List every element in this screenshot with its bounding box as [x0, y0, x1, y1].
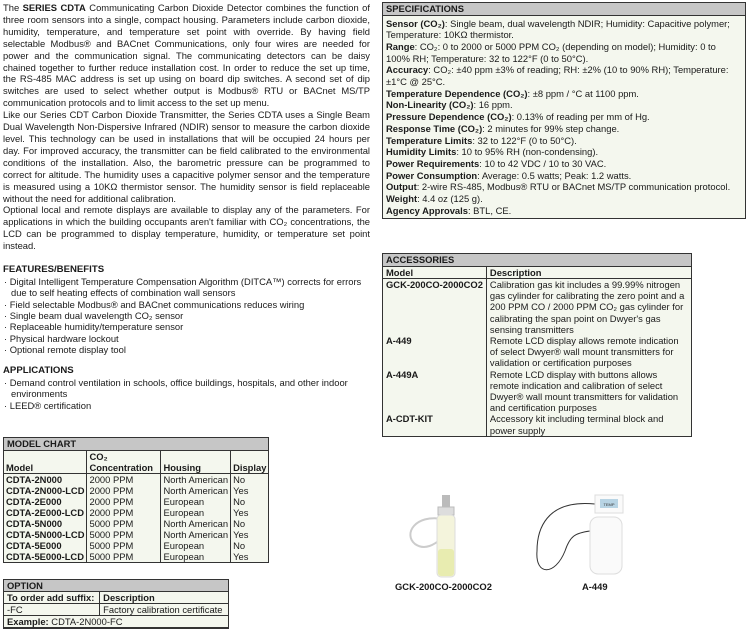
model-cell: No — [231, 518, 269, 529]
spec-item — [386, 99, 742, 111]
spec-value: : 2 minutes for 99% step change. — [482, 123, 619, 134]
model-cell: Yes — [231, 551, 269, 562]
spec-label: Temperature Dependence (CO₂) — [386, 88, 528, 99]
model-cell: European — [161, 540, 231, 551]
spec-value: : 0.13% of reading per mm of Hg. — [512, 111, 650, 122]
model-row — [4, 507, 269, 518]
model-row — [4, 551, 269, 562]
feature-item: · Field selectable Modbus® and BACnet communications reduces wiring — [3, 299, 370, 310]
col-model: Model — [383, 266, 487, 278]
col-suffix: To order add suffix: — [4, 592, 100, 604]
gas-kit-caption: GCK-200CO-2000CO2 — [395, 581, 492, 592]
spec-value: : 32 to 122°F (0 to 50°C). — [472, 135, 576, 146]
accessory-description: Calibration gas kit includes a 99.99% nitrogen gas cylinder for calibrating the zero point and a 200 PPM CO / 2000 PPM CO₂ gas cylinder for calibrating the span point on Dwyer's gas sensing transmitters — [486, 278, 691, 335]
model-chart-header: Model — [4, 450, 87, 473]
applications-title: APPLICATIONS — [3, 365, 370, 377]
spec-value: : ±8 ppm / °C at 1100 ppm. — [528, 88, 639, 99]
accessory-model: A-449 — [383, 335, 487, 369]
spec-item — [386, 88, 742, 100]
display-caption: A-449 — [582, 581, 608, 592]
model-row — [4, 485, 269, 496]
accessory-description: Remote LCD display allows remote indication of select Dwyer® wall mount transmitters for validation or certification purposes — [486, 335, 691, 369]
spec-value: : Single beam, dual wavelength NDIR; Humidity: Capacitive polymer; Temperature: 10KΩ thermistor. — [386, 18, 730, 41]
spec-item — [386, 193, 742, 205]
spec-value: : CO₂: 0 to 2000 or 5000 PPM CO₂ (depending on model); Humidity: 0 to 100% RH; Temperature: 32 to 122°F (0 to 50°C). — [386, 41, 716, 64]
feature-item: · Replaceable humidity/temperature sensor — [3, 321, 370, 332]
example-label: Example: — [7, 616, 49, 627]
model-cell: CDTA-2E000-LCD — [4, 507, 87, 518]
model-cell: CDTA-5E000-LCD — [4, 551, 87, 562]
specifications-box — [382, 2, 746, 219]
intro-paragraph-1 — [3, 2, 370, 109]
features-section — [3, 264, 370, 411]
example-value: CDTA-2N000-FC — [49, 616, 123, 627]
spec-label: Agency Approvals — [386, 205, 468, 216]
spec-item — [386, 111, 742, 123]
model-cell: European — [161, 496, 231, 507]
model-row — [4, 529, 269, 540]
spec-item — [386, 123, 742, 135]
spec-item — [386, 64, 742, 87]
applications-list — [3, 377, 370, 411]
model-cell: 2000 PPM — [87, 473, 161, 485]
spec-label: Range — [386, 41, 415, 52]
accessory-row — [383, 278, 692, 335]
spec-value: : 16 ppm. — [474, 99, 513, 110]
accessory-description: Accessory kit including terminal block and power supply — [486, 413, 691, 435]
spec-label: Humidity Limits — [386, 146, 456, 157]
accessory-description: Remote LCD display with buttons allows remote indication and calibration of select Dwyer® wall mount transmitters for validation and certification purposes — [486, 369, 691, 414]
intro-text — [3, 2, 370, 252]
model-chart-table — [3, 437, 269, 563]
accessory-model: A-449A — [383, 369, 487, 414]
spec-item — [386, 41, 742, 64]
model-row — [4, 540, 269, 551]
col-description: Description — [100, 592, 229, 604]
feature-item: · Physical hardware lockout — [3, 333, 370, 344]
display-readout: TEMP — [603, 502, 614, 507]
model-row — [4, 496, 269, 507]
spec-label: Accuracy — [386, 64, 428, 75]
features-list — [3, 276, 370, 355]
model-cell: CDTA-2N000 — [4, 473, 87, 485]
model-cell: North American — [161, 518, 231, 529]
model-cell: 5000 PPM — [87, 551, 161, 562]
gas-kit-image — [405, 489, 485, 579]
model-chart-header: Display — [231, 450, 269, 473]
model-cell: No — [231, 473, 269, 485]
series-name: SERIES CDTA — [23, 2, 86, 13]
application-item: · LEED® certification — [3, 400, 370, 411]
spec-item — [386, 158, 742, 170]
spec-value: : Average: 0.5 watts; Peak: 1.2 watts. — [477, 170, 631, 181]
accessories-title: ACCESSORIES — [383, 254, 691, 267]
specifications-title: SPECIFICATIONS — [383, 3, 745, 16]
spec-value: : CO₂: ±40 ppm ±3% of reading; RH: ±2% (10 to 90% RH); Temperature: ±1°C @ 25°C. — [386, 64, 729, 87]
model-chart-header: CO₂ Concentration — [87, 450, 161, 473]
model-cell: 5000 PPM — [87, 529, 161, 540]
option-example — [4, 616, 229, 628]
accessory-row — [383, 335, 692, 369]
spec-value: : 10 to 95% RH (non-condensing). — [456, 146, 598, 157]
spec-item — [386, 135, 742, 147]
spec-label: Weight — [386, 193, 417, 204]
spec-label: Power Requirements — [386, 158, 479, 169]
model-cell: Yes — [231, 529, 269, 540]
model-cell: North American — [161, 473, 231, 485]
model-cell: 5000 PPM — [87, 540, 161, 551]
intro-paragraph-2: Like our Series CDT Carbon Dioxide Transmitter, the Series CDTA uses a Single Beam Dual Wavelength Non-Dispersive Infrared (NDIR) sensor to measure the carbon dioxide level. This technology can be used in installations that will be occupied 24 hours per day. For improved accuracy, the transmitter can be field calibrated to the environmental conditions of the installation. Also, the barometric pressure can be programmed to correct for altitude. The humidity uses a capacitive polymer sensor and the temperature is measured using a 10KΩ thermistor sensor. The humidity sensor is field replaceable without the need for additional calibration. — [3, 109, 370, 204]
model-cell: Yes — [231, 507, 269, 518]
model-cell: European — [161, 551, 231, 562]
model-cell: No — [231, 496, 269, 507]
accessories-table — [382, 253, 692, 436]
spec-item — [386, 170, 742, 182]
left-column — [3, 2, 370, 629]
model-cell: CDTA-5E000 — [4, 540, 87, 551]
spec-item — [386, 18, 742, 41]
spec-label: Power Consumption — [386, 170, 477, 181]
model-cell: 5000 PPM — [87, 518, 161, 529]
model-cell: No — [231, 540, 269, 551]
spec-item — [386, 146, 742, 158]
spec-item — [386, 181, 742, 193]
accessory-row — [383, 413, 692, 435]
model-cell: North American — [161, 529, 231, 540]
accessory-images — [382, 489, 746, 599]
accessory-model: A-CDT-KIT — [383, 413, 487, 435]
option-description: Factory calibration certificate — [100, 604, 229, 616]
specifications-list — [383, 16, 745, 219]
option-title: OPTION — [4, 580, 228, 593]
accessory-row — [383, 369, 692, 414]
spec-value: : BTL, CE. — [468, 205, 511, 216]
model-cell: CDTA-5N000 — [4, 518, 87, 529]
model-cell: North American — [161, 485, 231, 496]
model-chart-title: MODEL CHART — [4, 438, 268, 451]
option-table — [3, 579, 229, 629]
col-description: Description — [486, 266, 691, 278]
model-row — [4, 473, 269, 485]
feature-item: · Single beam dual wavelength CO₂ sensor — [3, 310, 370, 321]
model-cell: Yes — [231, 485, 269, 496]
spec-label: Non-Linearity (CO₂) — [386, 99, 474, 110]
spec-label: Pressure Dependence (CO₂) — [386, 111, 512, 122]
spec-label: Response Time (CO₂) — [386, 123, 482, 134]
model-row — [4, 518, 269, 529]
features-title: FEATURES/BENEFITS — [3, 264, 370, 276]
intro-body: Communicating Carbon Dioxide Detector combines the function of three room sensors into a single, compact housing. Parameters include carbon dioxide, humidity, temperature, and temperature set point with override. By having field selectable Modbus® and BACnet Communications, only four wires are needed for power and the communication signal. The communicating detectors can be daisy chained together to further reduce installation cost. In order to reduce the set up time, the RS-485 MAC address is set up using on board dip switches. A second set of dip switches are used to select whether output is Modbus® RTU or BACnet MS/TP communication protocols and to limit access to the set up menu. — [3, 2, 370, 108]
spec-label: Sensor (CO₂) — [386, 18, 445, 29]
spec-label: Output — [386, 181, 417, 192]
spec-value: : 2-wire RS-485, Modbus® RTU or BACnet MS/TP communication protocol. — [417, 181, 730, 192]
model-chart-header: Housing — [161, 450, 231, 473]
option-suffix: -FC — [4, 604, 100, 616]
model-cell: 2000 PPM — [87, 496, 161, 507]
spec-item — [386, 205, 742, 217]
model-cell: European — [161, 507, 231, 518]
remote-display-image — [525, 491, 625, 581]
accessory-model: GCK-200CO-2000CO2 — [383, 278, 487, 335]
spec-value: : 4.4 oz (125 g). — [417, 193, 483, 204]
spec-value: : 10 to 42 VDC / 10 to 30 VAC. — [479, 158, 606, 169]
feature-item: · Optional remote display tool — [3, 344, 370, 355]
intro-paragraph-3: Optional local and remote displays are available to display any of the parameters. For applications in which the building occupants aren't familiar with CO₂ concentrations, the LCD can be programmed to display temperature, humidity, or temperature set point instead. — [3, 204, 370, 252]
model-cell: CDTA-2E000 — [4, 496, 87, 507]
spec-label: Temperature Limits — [386, 135, 472, 146]
intro-lead: The — [3, 2, 23, 13]
feature-item: · Digital Intelligent Temperature Compensation Algorithm (DITCA™) corrects for errors due to self heating effects of combination wall sensors — [3, 276, 370, 299]
model-cell: 2000 PPM — [87, 485, 161, 496]
model-cell: CDTA-2N000-LCD — [4, 485, 87, 496]
right-column — [382, 2, 746, 599]
model-cell: CDTA-5N000-LCD — [4, 529, 87, 540]
application-item: · Demand control ventilation in schools, office buildings, hospitals, and other indoor environments — [3, 377, 370, 400]
model-cell: 2000 PPM — [87, 507, 161, 518]
